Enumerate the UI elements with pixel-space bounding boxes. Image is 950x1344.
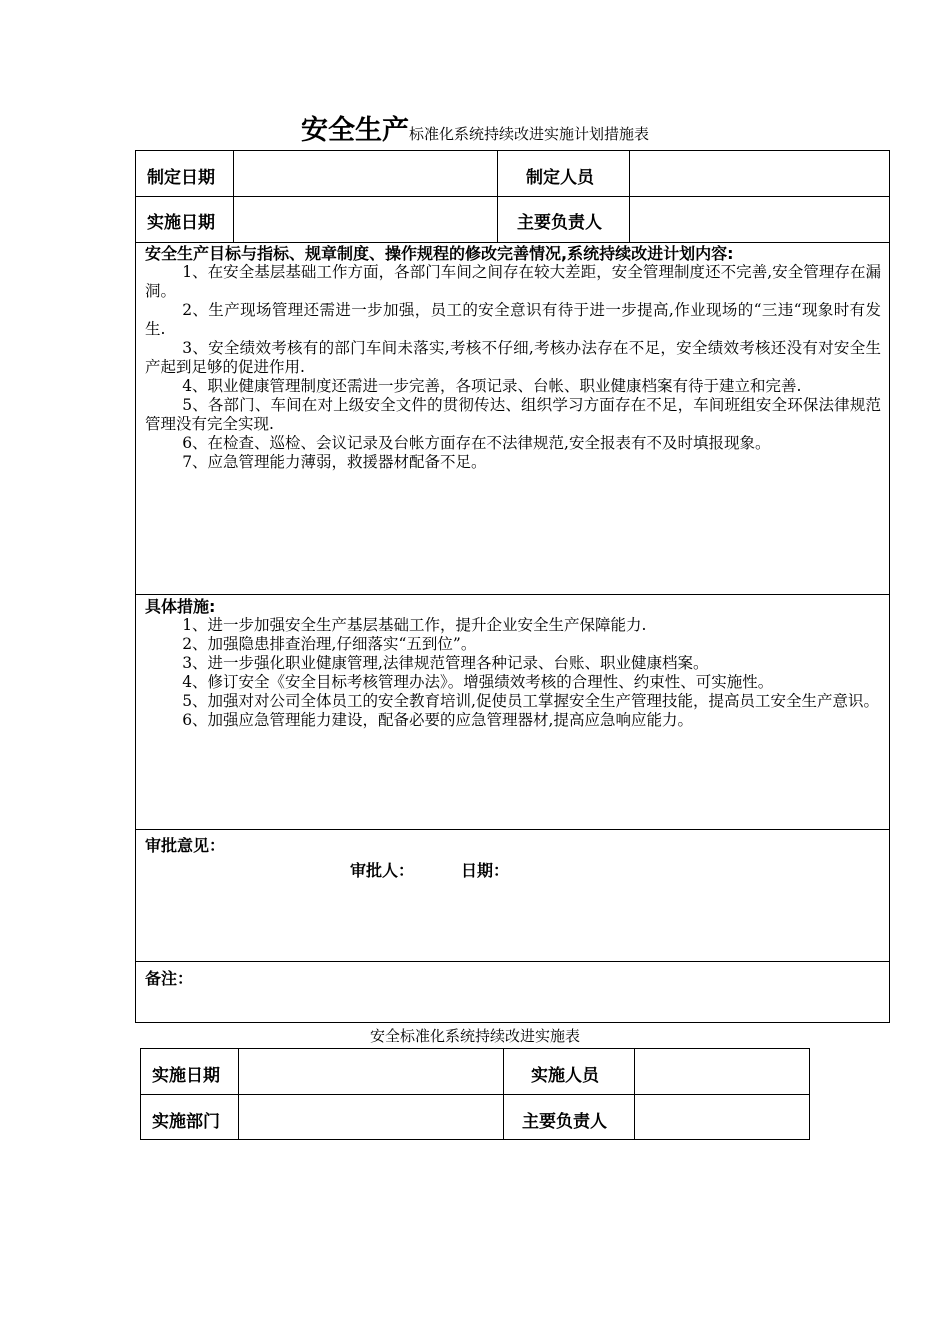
plan-content-heading: 安全生产目标与指标、规章制度、操作规程的修改完善情况,系统持续改进计划内容: [145, 244, 734, 263]
measure-item: 1、进一步加强安全生产基层基础工作，提升企业安全生产保障能力. [182, 616, 647, 634]
plan-item: 2、生产现场管理还需进一步加强，员工的安全意识有待于进一步提高,作业现场的“三违“现象时有发生. [145, 301, 881, 338]
impl-dept-label: 实施部门 [152, 1112, 220, 1132]
measures-heading: 具体措施: [145, 597, 216, 616]
date-label: 制定日期 [147, 168, 215, 188]
person-label: 制定人员 [526, 168, 594, 188]
plan-item: 6、在检查、巡检、会议记录及台帐方面存在不法律规范,安全报表有不及时填报现象。 [182, 434, 771, 452]
impl-date-field-2[interactable] [239, 1049, 503, 1094]
implementation-table [140, 1048, 810, 1140]
approval-heading: 审批意见： [145, 836, 226, 855]
measure-item: 4、修订安全《安全目标考核管理办法》。增强绩效考核的合理性、约束性、可实施性。 [182, 673, 774, 691]
plan-item: 3、安全绩效考核有的部门车间未落实,考核不仔细,考核办法存在不足，安全绩效考核还没有对安全生产起到足够的促进作用. [145, 339, 881, 376]
measure-item: 5、加强对对公司全体员工的安全教育培训,促使员工掌握安全生产管理技能，提高员工安全生产意识。 [182, 692, 879, 710]
measures-section [145, 597, 881, 730]
impl-date-label: 实施日期 [147, 213, 215, 233]
responsible-field[interactable] [630, 197, 889, 242]
plan-form-table [135, 150, 890, 1023]
remarks-heading: 备注： [145, 969, 194, 988]
responsible-label-2: 主要负责人 [522, 1112, 607, 1132]
responsible-label: 主要负责人 [517, 213, 602, 233]
measure-item: 2、加强隐患排查治理,仔细落实“五到位”。 [182, 635, 477, 653]
remarks-field[interactable] [136, 962, 889, 1022]
impl-person-label: 实施人员 [531, 1066, 599, 1086]
title-main: 安全生产 [300, 115, 409, 146]
measure-item: 3、进一步强化职业健康管理,法律规范管理各种记录、台账、职业健康档案。 [182, 654, 709, 672]
second-table-title: 安全标准化系统持续改进实施表 [369, 1027, 580, 1045]
title-rest: 标准化系统持续改进实施计划措施表 [408, 125, 649, 143]
page-title [0, 108, 950, 147]
plan-content-section [145, 244, 881, 472]
impl-date-field[interactable] [234, 197, 497, 242]
approval-section [136, 830, 889, 961]
approver-label: 审批人： [350, 861, 415, 880]
impl-date-label-2: 实施日期 [152, 1066, 220, 1086]
measure-item: 6、加强应急管理能力建设，配备必要的应急管理器材,提高应急响应能力。 [182, 711, 693, 729]
impl-person-field[interactable] [635, 1049, 809, 1094]
approval-date-label: 日期： [461, 861, 510, 880]
impl-dept-field[interactable] [239, 1095, 503, 1139]
person-field[interactable] [630, 151, 889, 196]
plan-item: 4、职业健康管理制度还需进一步完善，各项记录、台帐、职业健康档案有待于建立和完善. [182, 377, 802, 395]
plan-item: 5、各部门、车间在对上级安全文件的贯彻传达、组织学习方面存在不足，车间班组安全环保法律规范管理没有完全实现. [145, 396, 881, 433]
responsible-field-2[interactable] [635, 1095, 809, 1139]
plan-item: 7、应急管理能力薄弱，救援器材配备不足。 [182, 453, 487, 471]
date-field[interactable] [234, 151, 497, 196]
plan-item: 1、在安全基层基础工作方面，各部门车间之间存在较大差距，安全管理制度还不完善,安全管理存在漏洞。 [145, 263, 881, 300]
